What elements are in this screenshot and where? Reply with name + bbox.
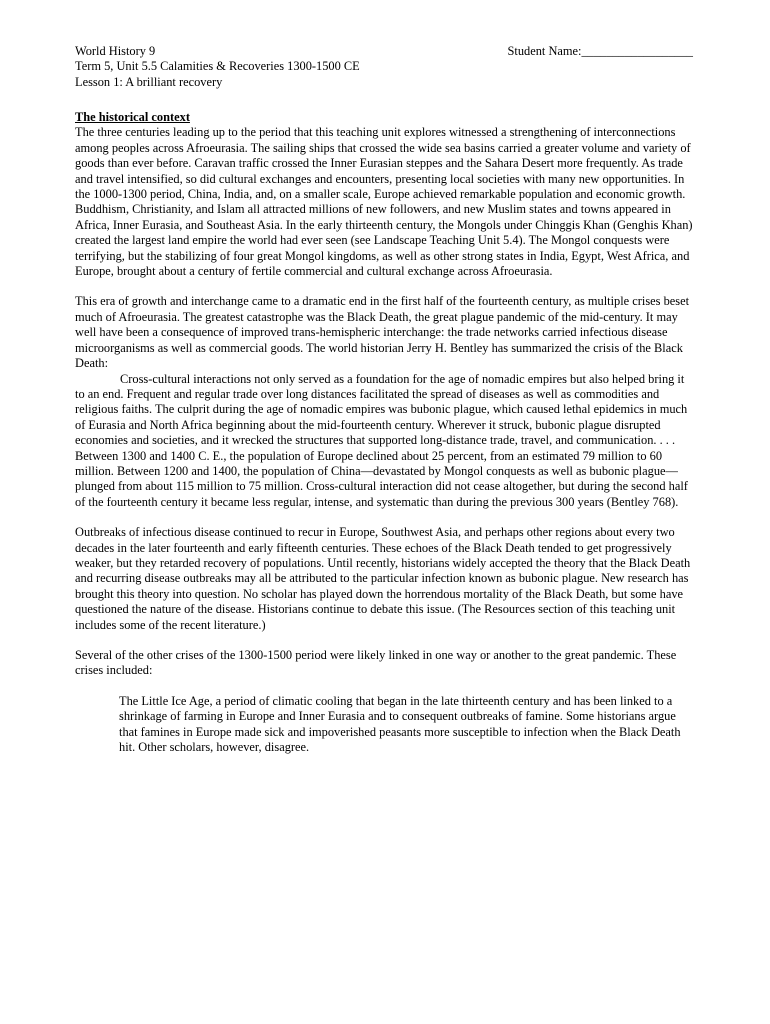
document-body bbox=[75, 110, 697, 755]
paragraph-disease-outbreaks: Outbreaks of infectious disease continued to recur in Europe, Southwest Asia, and perhaps other regions about every two decades in the later fourteenth and early fifteenth centuries. These echoes of the Black Death tended to get progressively weaker, but they retarded recovery of populations. Until recently, historians widely accepted the theory that the Black Death and recurring disease outbreaks may all be attributed to the particular infection known as bubonic plague. New research has brought this theory into question. No scholar has played down the horrendous mortality of the Black Death, but some have questioned the nature of the disease. Historians continue to debate this issue. (The Resources section of this teaching unit includes some of the recent literature.) bbox=[75, 525, 691, 632]
student-name-field: Student Name:__________________ bbox=[507, 44, 693, 58]
header bbox=[75, 44, 695, 90]
bentley-quote: Cross-cultural interactions not only served as a foundation for the age of nomadic empires but also helped bring it to an end. Frequent and regular trade over long distances facilitated the spread of diseases as well as commodities and religious faiths. The culprit during the age of nomadic empires was bubonic plague, which caused lethal epidemics in much of Eurasia and North Africa beginning about the mid-fourteenth century. Wherever it struck, bubonic plague disrupted economies and societies, and it wrecked the structures that supported long-distance trade, travel, and communication. . . . Between 1300 and 1400 C. E., the population of Europe declined about 25 percent, from an estimated 79 million to 60 million. Between 1200 and 1400, the population of China—devastated by Mongol conquests as well as bubonic plague—plunged from about 115 million to 75 million. Cross-cultural interaction did not cease altogether, but during the second half of the fourteenth century it became less regular, intense, and systematic than during the previous 300 years (Bentley 768). bbox=[75, 371, 688, 509]
list-item-little-ice-age: The Little Ice Age, a period of climatic cooling that began in the late thirteenth century and has been linked to a shrinkage of farming in Europe and Inner Eurasia and to consequent outbreaks of famine. Some historians argue that famines in Europe made sick and impoverished peasants more susceptible to infection when the Black Death hit. Other scholars, however, disagree. bbox=[119, 693, 681, 755]
unit-title: Term 5, Unit 5.5 Calamities & Recoveries 1300-1500 CE bbox=[75, 59, 360, 74]
course-title: World History 9 bbox=[75, 44, 156, 58]
section-heading: The historical context bbox=[75, 110, 190, 124]
paragraph-crisis-intro: This era of growth and interchange came to a dramatic end in the first half of the fourteenth century, as multiple crises beset much of Afroeurasia. The greatest catastrophe was the Black Death, the great plague pandemic of the mid-century. It may well have been a consequence of improved trans-hemispheric interchange: the trade networks carried infectious disease microorganisms as well as commercial goods. The world historian Jerry H. Bentley has summarized the crisis of the Black Death: bbox=[75, 294, 690, 371]
paragraph-other-crises: Several of the other crises of the 1300-1500 period were likely linked in one way or another to the great pandemic. These crises included: bbox=[75, 648, 677, 678]
lesson-title: Lesson 1: A brilliant recovery bbox=[75, 74, 223, 89]
paragraph-historical-context: The three centuries leading up to the period that this teaching unit explores witnessed a strengthening of interconnections among peoples across Afroeurasia. The sailing ships that crossed the wide sea basins carried a greater volume and variety of goods than ever before. Caravan traffic crossed the Inner Eurasian steppes and the Sahara Desert more frequently. As trade and travel intensified, so did cultural exchanges and encounters, presenting local societies with many new opportunities. In the 1000-1300 period, China, India, and, on a smaller scale, Europe achieved remarkable population and economic growth. Buddhism, Christianity, and Islam all attracted millions of new followers, and new Muslim states and towns appeared in Africa, Inner Eurasia, and Southeast Asia. In the early thirteenth century, the Mongols under Chinggis Khan (Genghis Khan) created the largest land empire the world had ever seen (see Landscape Teaching Unit 5.4). The Mongol conquests were terrifying, but the stabilizing of four great Mongol kingdoms, as well as other strong states in India, Egypt, West Africa, and Europe, brought about a century of fertile commercial and cultural exchange across Afroeurasia. bbox=[75, 125, 693, 279]
